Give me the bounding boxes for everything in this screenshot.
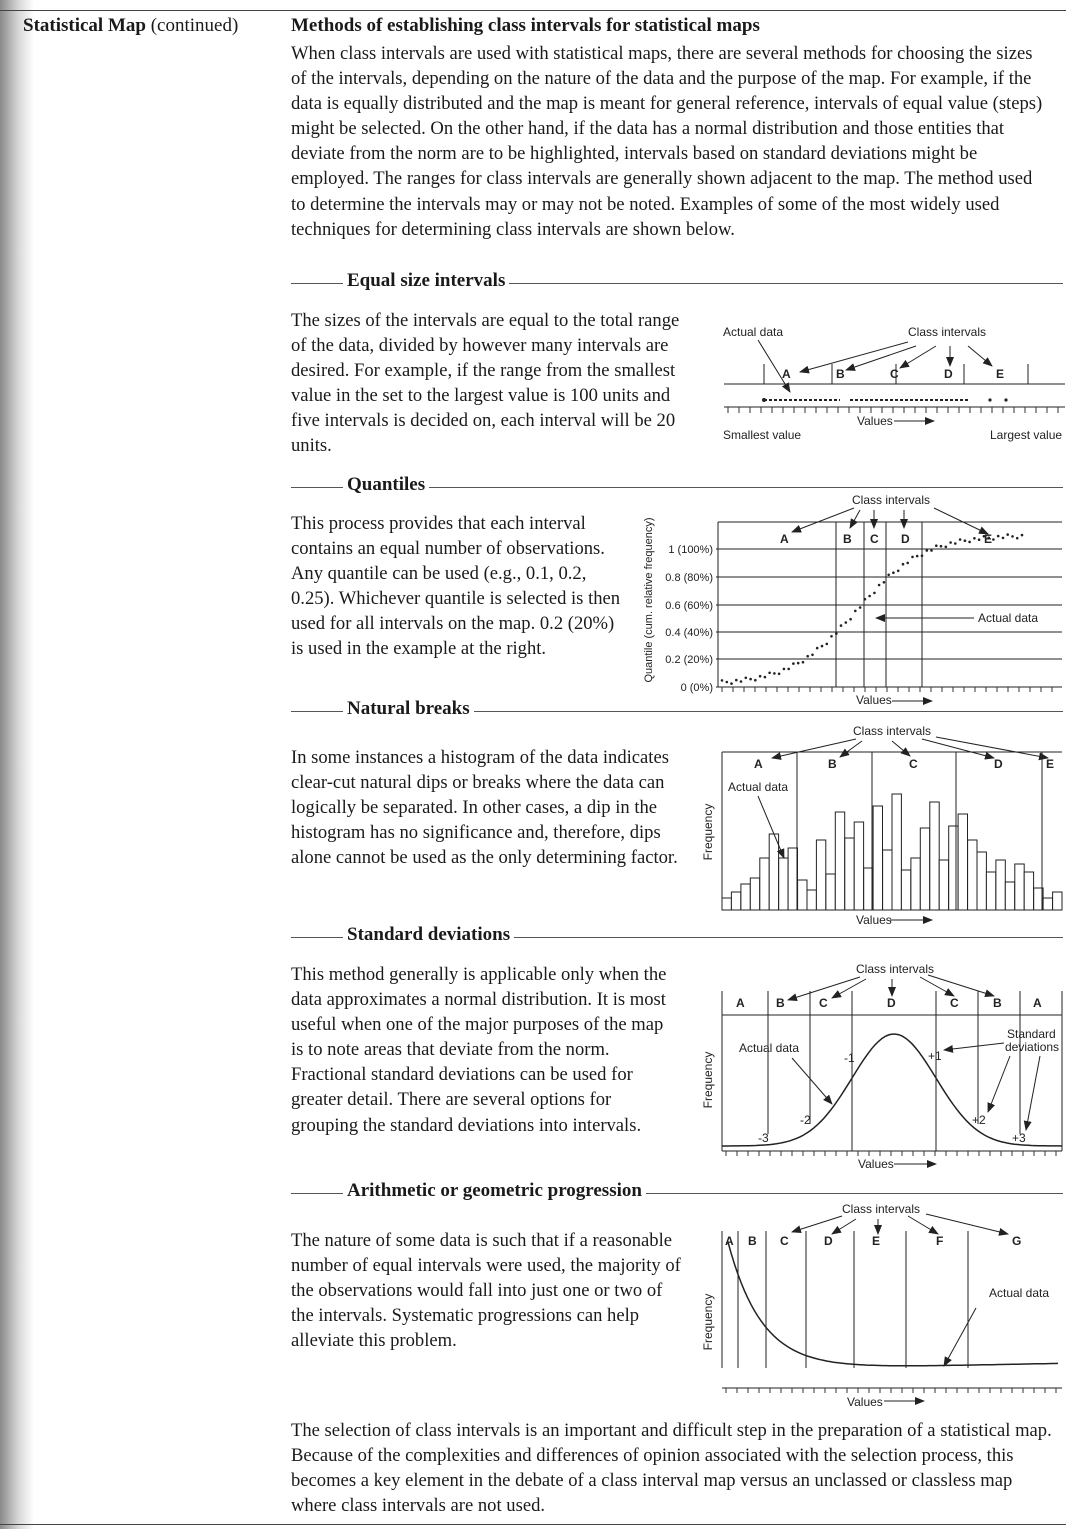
histogram-bar (760, 858, 769, 910)
data-point (754, 679, 757, 682)
histogram-bar (1005, 882, 1014, 910)
data-point (930, 549, 933, 552)
histogram-bar (769, 834, 778, 910)
histogram-bar (835, 812, 844, 910)
equal-text: The sizes of the intervals are equal to the total range of the data, divided by however many intervals are desired. For example, if the range from the smallest value in the set to the largest value is 100 units and five intervals is decided on, each interval will be 20 units. (291, 310, 680, 457)
data-point (978, 538, 981, 541)
data-point (792, 662, 795, 665)
interval-letter: C (870, 532, 879, 546)
data-point (768, 672, 771, 675)
y-tick-labels (665, 544, 713, 694)
interval-letter: G (1012, 1234, 1022, 1248)
axis-ticks (726, 1388, 1056, 1393)
values-label: Values (858, 1157, 894, 1171)
closing-paragraph: The selection of class intervals is an important and difficult step in the preparation of a statistical map. Because of the complexities and differences of opinion associated with the selection process, this becomes a key element in the debate of a class interval map versus an unclassed or classless map where class intervals are not used. (291, 1420, 1052, 1517)
data-point (759, 675, 762, 678)
data-point (726, 681, 729, 684)
histogram-bar (741, 884, 750, 910)
histogram-bar (1024, 872, 1033, 910)
data-point (997, 535, 1000, 538)
interval-letter: E (984, 532, 993, 546)
class-intervals-label: Class intervals (856, 962, 935, 976)
interval-letter: A (736, 996, 745, 1010)
interval-letter: E (996, 367, 1005, 381)
data-point (830, 635, 833, 638)
interval-letter: C (819, 996, 828, 1010)
class-intervals-label: Class intervals (852, 493, 931, 507)
section-label: Standard deviations (343, 924, 514, 946)
histogram-bar (807, 890, 816, 910)
quantiles-text: This process provides that each interval contains an equal number of observations. Any quantile can be used (e.g., 0.1, 0.2, 0.25). Whichever quantile is selected is then used for all intervals on the map. 0.2 (20%) is used in the example at the right. (291, 513, 621, 660)
frequency-axis-label: Frequency (701, 803, 715, 861)
progression-text: The nature of some data is such that if a reasonable number of equal intervals were used, the majority of the observations would fall into just one or two of the intervals. Systematic progressions can help alleviate this problem. (291, 1230, 681, 1352)
actual-data-label: Actual data (728, 780, 789, 794)
values-label: Values (856, 693, 892, 707)
data-point (878, 584, 881, 587)
interval-letter: E (872, 1234, 881, 1248)
interval-letter: A (782, 367, 791, 381)
data-point (854, 610, 857, 613)
data-point (968, 541, 971, 544)
histogram-bar (930, 802, 939, 910)
interval-letter: B (843, 532, 852, 546)
deviations-label: deviations (1005, 1040, 1060, 1054)
axis-ticks (728, 407, 1058, 413)
intro-paragraph: When class intervals are used with statistical maps, there are several methods for choosing the sizes of the intervals, depending on the nature of the data and the purpose of the map. For example, if the data is equally distributed and the map is meant for general reference, intervals of equal value (steps) might be selected. On the other hand, if the data has a normal distribution and those entities that deviate from the norm are to be highlighted, intervals based on standard deviations might be employed. The ranges for class intervals are generally shown adjacent to the map. The method used to determine the intervals may or may not be noted. Examples of some of the most widely used techniques for determining class intervals are shown below. (291, 43, 1043, 240)
data-point (778, 673, 781, 676)
data-point (764, 676, 767, 679)
data-point (849, 618, 852, 621)
histogram-bar (873, 806, 882, 910)
sd-label: +3 (1012, 1131, 1026, 1145)
sd-labels (758, 1049, 1026, 1145)
histogram-bar (939, 860, 948, 910)
data-point (811, 654, 814, 657)
quantiles-figure (636, 490, 1066, 710)
data-point (926, 549, 929, 552)
histogram-bar (826, 874, 835, 910)
histogram-bar (986, 872, 995, 910)
actual-data-label: Actual data (739, 1041, 800, 1055)
interval-letter: D (944, 367, 953, 381)
data-point (906, 562, 909, 565)
histogram-bar (816, 840, 825, 910)
data-point (787, 668, 790, 671)
bottom-rule (0, 1524, 1066, 1525)
axis-ticks (726, 1151, 1056, 1156)
data-point (749, 678, 752, 681)
interval-letter: D (994, 757, 1003, 771)
running-head (23, 15, 238, 37)
data-point (883, 581, 886, 584)
histogram-bar (1015, 864, 1024, 910)
data-point (1021, 534, 1024, 537)
interval-letter: B (836, 367, 845, 381)
interval-letter: B (993, 996, 1002, 1010)
y-tick: 0 (0%) (680, 682, 713, 694)
interval-letter: C (780, 1234, 789, 1248)
running-head-term: Statistical Map (23, 15, 146, 36)
section-label: Natural breaks (343, 698, 474, 720)
values-label: Values (857, 414, 893, 428)
data-point (802, 661, 805, 664)
equal-intervals-figure (720, 320, 1066, 445)
data-point (868, 595, 871, 598)
data-point (835, 632, 838, 635)
histogram-bar (920, 828, 929, 910)
interval-letter: D (824, 1234, 833, 1248)
actual-data-label: Actual data (989, 1286, 1050, 1300)
interval-letter: B (828, 757, 837, 771)
interval-letter: A (1033, 996, 1042, 1010)
largest-value-label: Largest value (990, 428, 1063, 442)
y-tick: 0.8 (80%) (665, 572, 713, 584)
data-point (821, 645, 824, 648)
data-point (816, 647, 819, 650)
data-point (864, 598, 867, 601)
histogram-bar (911, 858, 920, 910)
data-point (992, 538, 995, 541)
data-point (988, 398, 991, 401)
class-intervals-label: Class intervals (908, 325, 987, 339)
data-point (806, 655, 809, 658)
running-head-continued: (continued) (145, 15, 239, 36)
histogram-bar (892, 794, 901, 910)
class-intervals-label: Class intervals (853, 724, 932, 738)
natural-breaks-figure (696, 720, 1066, 932)
pointer-arrows (758, 340, 992, 421)
histogram-bar (1043, 898, 1052, 910)
quantile-grid (716, 522, 1062, 687)
interval-letter: F (936, 1234, 944, 1248)
histogram-bar (1053, 892, 1062, 910)
data-point (921, 554, 924, 557)
interval-letter: A (754, 757, 763, 771)
smallest-value-label: Smallest value (723, 428, 802, 442)
histogram-bar (731, 892, 740, 910)
standard-label: Standard (1007, 1027, 1056, 1041)
histogram-bar (949, 826, 958, 910)
interval-letter: D (901, 532, 910, 546)
article-subtitle: Methods of establishing class intervals for statistical maps (291, 15, 760, 36)
class-intervals-label: Class intervals (842, 1202, 921, 1216)
y-tick: 0.6 (60%) (665, 600, 713, 612)
interval-letter: E (1046, 757, 1055, 771)
data-point (1004, 398, 1007, 401)
histogram-bars (722, 794, 1062, 910)
data-point (897, 570, 900, 573)
frequency-axis-label: Frequency (701, 1293, 715, 1351)
sd-label: +1 (928, 1049, 942, 1063)
data-point (1016, 537, 1019, 540)
data-point (949, 541, 952, 544)
cumulative-data-points (721, 533, 1024, 685)
data-point (940, 545, 943, 548)
histogram-bar (958, 814, 967, 910)
histogram-bar (750, 878, 759, 910)
data-point (902, 563, 905, 566)
histogram-bar (968, 840, 977, 910)
interval-letter: D (887, 996, 896, 1010)
data-point (873, 592, 876, 595)
y-tick: 0.4 (40%) (665, 627, 713, 639)
histogram-bar (722, 898, 731, 910)
stddev-text: This method generally is applicable only when the data approximates a normal distribution. It is most useful when one of the major purposes of the map is to note areas that deviate from the norm. Fractional standard deviations can be used for greater detail. There are several options for grouping the standard deviations into intervals. (291, 964, 667, 1136)
section-heading-equal (291, 270, 1063, 296)
histogram-bar (788, 848, 797, 910)
actual-data-label: Actual data (723, 325, 784, 339)
stddev-figure (696, 958, 1066, 1173)
data-point (954, 542, 957, 545)
quantile-axis-label: Quantile (cum. relative frequency) (643, 517, 655, 683)
section-label: Quantiles (343, 474, 429, 496)
interval-letter: A (780, 532, 789, 546)
interval-letter: B (776, 996, 785, 1010)
data-point (959, 538, 962, 541)
histogram-bar (798, 880, 807, 910)
section-label: Arithmetic or geometric progression (343, 1180, 646, 1202)
data-point (762, 398, 766, 402)
data-point (773, 672, 776, 675)
data-point (887, 574, 890, 577)
section-heading-stddev (291, 924, 1063, 950)
histogram-bar (977, 852, 986, 910)
histogram-bar (779, 858, 788, 910)
data-point (735, 679, 738, 682)
data-point (1006, 533, 1009, 536)
sd-label: -2 (800, 1113, 811, 1127)
data-point (1011, 535, 1014, 538)
data-point (740, 680, 743, 683)
histogram-bar (901, 870, 910, 910)
values-label: Values (847, 1395, 883, 1409)
sd-label: +2 (972, 1113, 986, 1127)
histogram-bar (996, 860, 1005, 910)
data-point (845, 621, 848, 624)
axis-ticks (722, 687, 1052, 692)
data-point (945, 546, 948, 549)
data-point (973, 537, 976, 540)
data-point (1002, 537, 1005, 540)
progression-figure (696, 1198, 1066, 1413)
y-tick: 1 (100%) (668, 544, 713, 556)
natural-breaks-text: In some instances a histogram of the data indicates clear-cut natural dips or breaks where the data can logically be separated. In other cases, a dip in the histogram has no significance and, therefore, dips alone cannot be used as the only determining factor. (291, 747, 678, 869)
sd-label: -3 (758, 1131, 769, 1145)
data-point (840, 624, 843, 627)
data-point (911, 556, 914, 559)
histogram-bar (845, 838, 854, 910)
interval-letter: A (725, 1234, 734, 1248)
top-rule (0, 10, 1066, 11)
data-point (730, 682, 733, 685)
data-point (797, 662, 800, 665)
data-point (892, 571, 895, 574)
data-point (783, 668, 786, 671)
interval-letter: C (890, 367, 899, 381)
interval-letter: C (950, 996, 959, 1010)
interval-letter: B (748, 1234, 757, 1248)
frequency-axis-label: Frequency (701, 1051, 715, 1109)
interval-letter: C (909, 757, 918, 771)
page-binding-shadow (0, 0, 34, 1529)
data-point (721, 679, 724, 682)
histogram-bar (854, 822, 863, 910)
sd-label: -1 (844, 1051, 855, 1065)
skewed-data-curve (728, 1242, 1058, 1366)
progression-lines (722, 1231, 968, 1368)
actual-data-label: Actual data (978, 611, 1039, 625)
data-point (859, 606, 862, 609)
section-label: Equal size intervals (343, 270, 509, 292)
values-label: Values (856, 913, 892, 927)
data-point (916, 555, 919, 558)
data-point (826, 643, 829, 646)
data-point (964, 539, 967, 542)
y-tick: 0.2 (20%) (665, 654, 713, 666)
data-point (745, 677, 748, 680)
histogram-bar (883, 850, 892, 910)
data-point (935, 544, 938, 547)
